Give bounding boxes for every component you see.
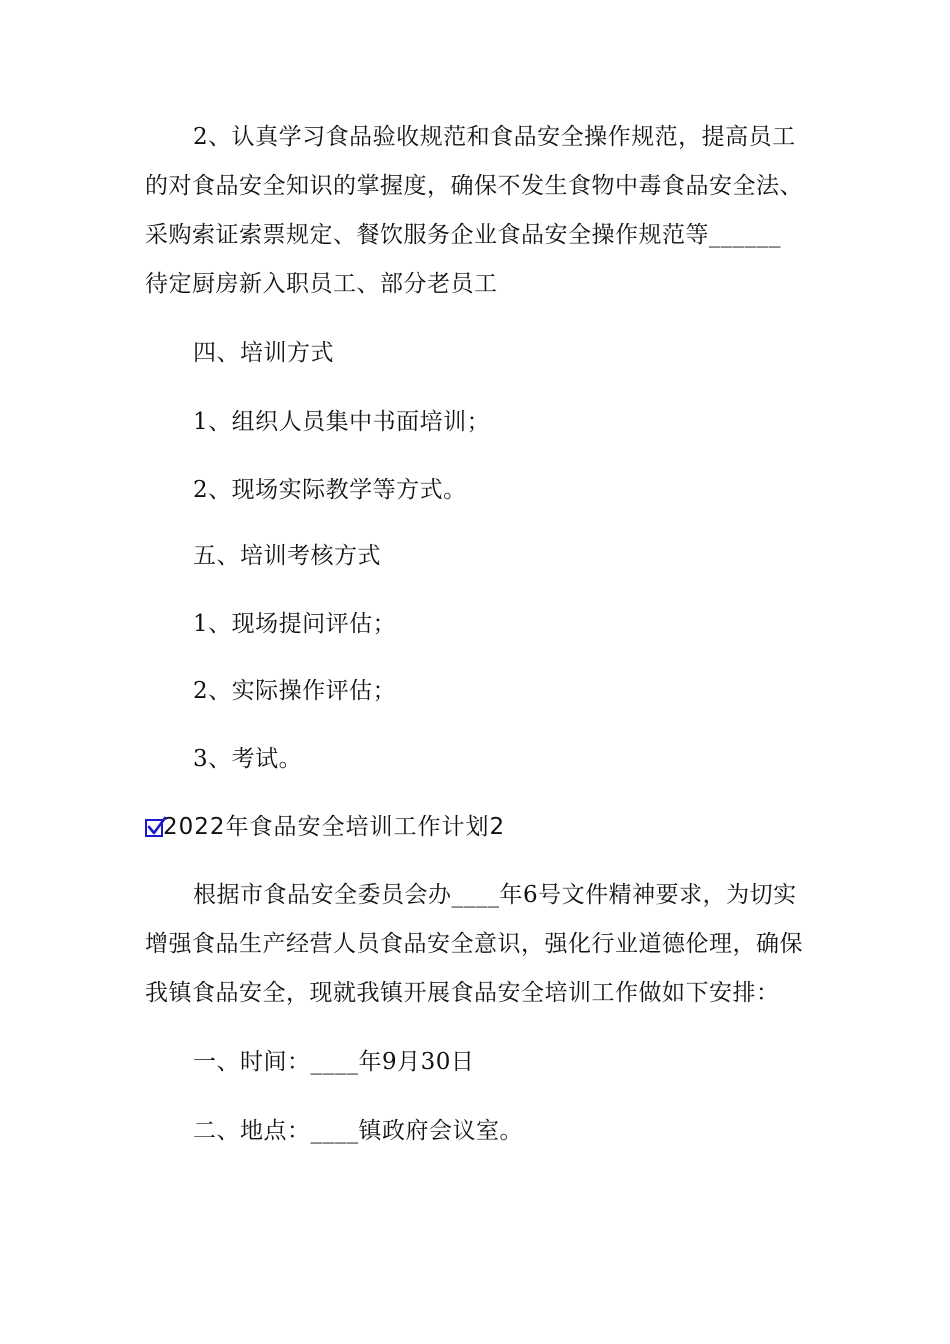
paragraph-line: 我镇食品安全，现就我镇开展食品安全培训工作做如下安排： (145, 980, 780, 1006)
document-title (145, 812, 505, 842)
list-item: 1、现场提问评估； (193, 611, 397, 637)
paragraph-line: 采购索证索票规定、餐饮服务企业食品安全操作规范等______ (145, 222, 781, 248)
list-item: 2、现场实际教学等方式。 (193, 477, 467, 503)
section-heading: 五、培训考核方式 (193, 543, 381, 569)
paragraph-line: 根据市食品安全委员会办____年6号文件精神要求，为切实 (193, 882, 797, 908)
list-item: 2、实际操作评估； (193, 678, 397, 704)
list-item: 1、组织人员集中书面培训； (193, 409, 491, 435)
paragraph-line: 待定厨房新入职员工、部分老员工 (145, 271, 498, 297)
schedule-time: 一、时间：____年9月30日 (193, 1049, 475, 1075)
paragraph-line: 增强食品生产经营人员食品安全意识，强化行业道德伦理，确保 (145, 931, 803, 957)
document-title-text: 2022年食品安全培训工作计划2 (163, 814, 506, 840)
list-item: 3、考试。 (193, 746, 303, 772)
paragraph-line: 的对食品安全知识的掌握度，确保不发生食物中毒食品安全法、 (145, 173, 803, 199)
section-heading: 四、培训方式 (193, 340, 334, 366)
paragraph-line: 2、认真学习食品验收规范和食品安全操作规范，提高员工 (193, 124, 796, 150)
schedule-place: 二、地点：____镇政府会议室。 (193, 1118, 523, 1144)
checkbox-checked-icon (145, 819, 163, 837)
